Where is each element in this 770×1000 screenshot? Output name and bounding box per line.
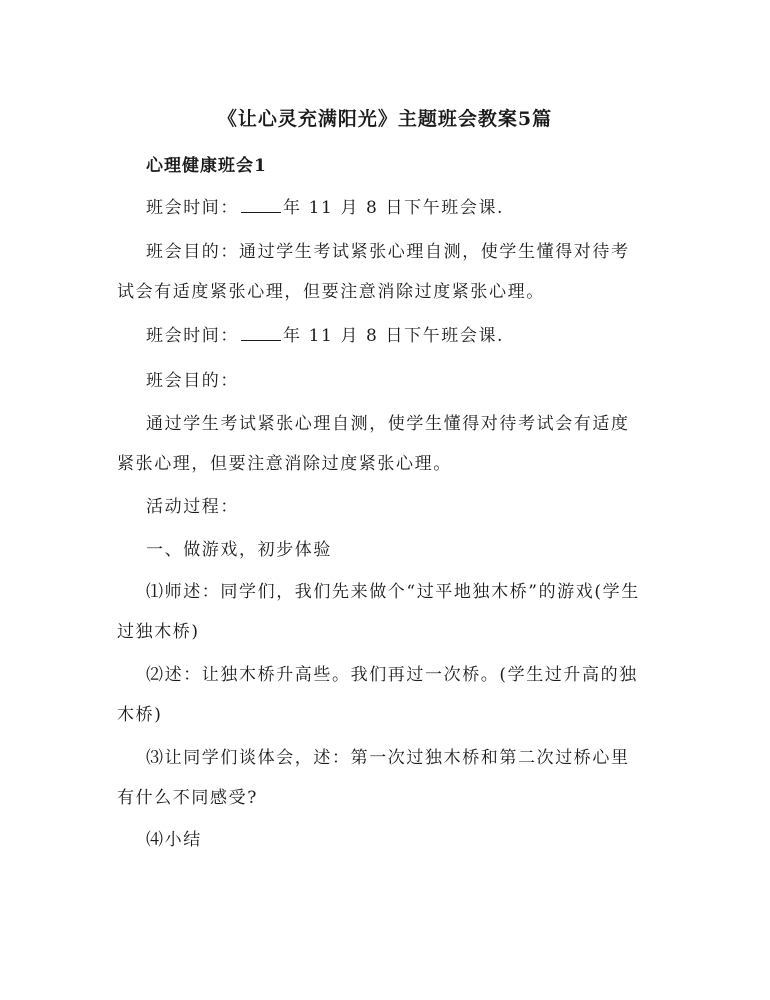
document-title: 《让心灵充满阳光》主题班会教案5篇: [217, 108, 553, 130]
paragraph-meeting-time: [117, 188, 647, 228]
paragraph-meeting-purpose: 班会目的：通过学生考试紧张心理自测，使学生懂得对待考试会有适度紧张心理，但要注意消除过度紧张心理。: [117, 242, 630, 302]
date-blank-line-2: [241, 324, 281, 341]
paragraph-activity-label: 活动过程：: [146, 497, 239, 517]
meeting-time-value-2: 年 11 月 8 日下午班会课.: [283, 326, 505, 346]
paragraph-step-2: ⑵述：让独木桥升高些。我们再过一次桥。(学生过升高的独木桥): [117, 665, 638, 725]
meeting-time-value: 年 11 月 8 日下午班会课.: [283, 198, 505, 218]
paragraph-purpose-label: 班会目的：: [146, 371, 239, 391]
paragraph-step-3: ⑶让同学们谈体会，述：第一次过独木桥和第二次过桥心里有什么不同感受?: [117, 748, 630, 808]
date-blank-line: [241, 196, 281, 213]
section-heading: 心理健康班会1: [146, 156, 267, 176]
paragraph-meeting-time-2: [117, 316, 647, 356]
paragraph-step-4: ⑷小结: [146, 830, 202, 850]
meeting-time-label: 班会时间：: [146, 198, 239, 218]
paragraph-step-1: ⑴师述：同学们，我们先来做个“过平地独木桥”的游戏(学生过独木桥): [117, 582, 640, 642]
paragraph-purpose-body: 通过学生考试紧张心理自测，使学生懂得对待考试会有适度紧张心理，但要注意消除过度紧张心理。: [117, 414, 630, 474]
paragraph-section-one: 一、做游戏，初步体验: [146, 540, 332, 560]
meeting-time-label-2: 班会时间：: [146, 326, 239, 346]
